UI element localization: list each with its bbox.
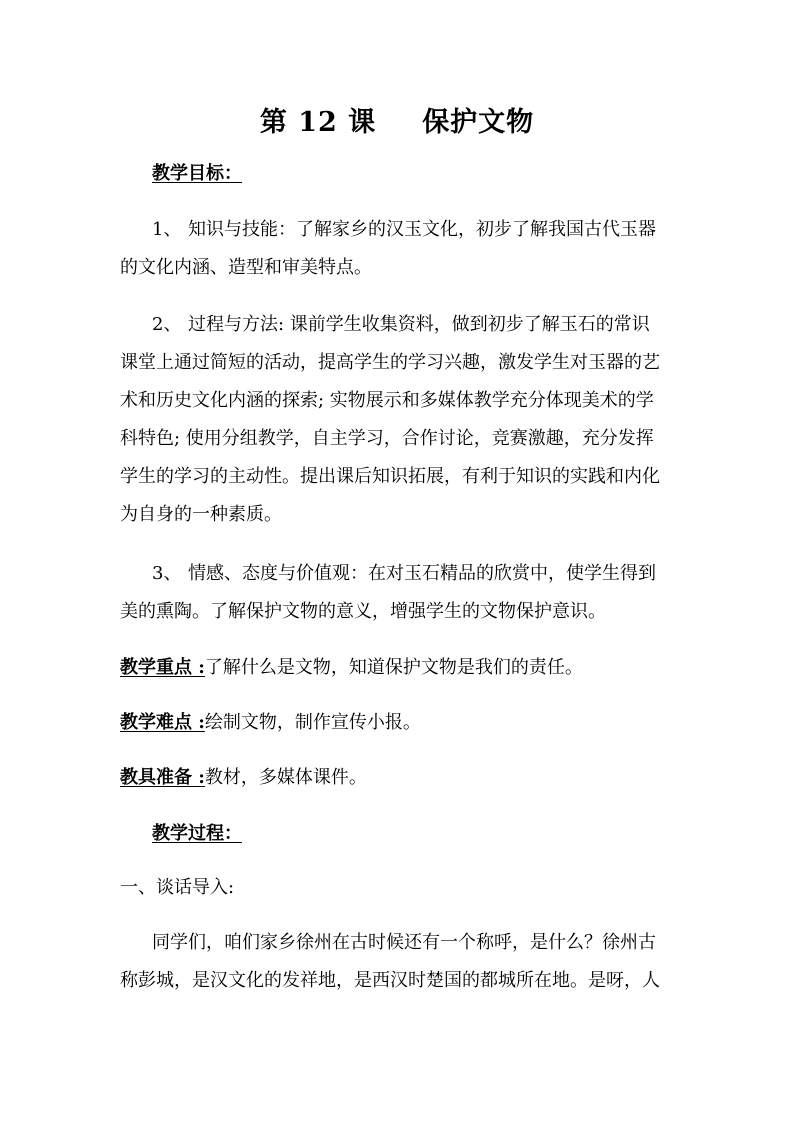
- process-heading: 教学过程：: [152, 823, 242, 844]
- objective-2-line-1: 2、 过程与方法: 课前学生收集资料，做到初步了解玉石的常识: [152, 314, 650, 335]
- objective-2-line-3: 术和历史文化内涵的探索; 实物展示和多媒体教学充分体现美术的学: [120, 390, 654, 411]
- difficulty: [120, 711, 680, 735]
- objective-3-number: 3、: [152, 563, 182, 584]
- difficulty-label: 教学难点 :: [120, 712, 205, 733]
- key-point-text: 了解什么是文物，知道保护文物是我们的责任。: [204, 657, 583, 678]
- key-point-label: 教学重点 :: [120, 657, 205, 678]
- objective-2-line-6: 为自身的一种素质。: [120, 504, 282, 525]
- objective-2-line-2: 课堂上通过简短的活动，提高学生的学习兴趣，激发学生对玉器的艺: [120, 352, 660, 373]
- objective-2-number: 2、: [152, 314, 182, 335]
- difficulty-text: 绘制文物，制作宣传小报。: [204, 712, 421, 733]
- section-1-line-2: 称彭城，是汉文化的发祥地，是西汉时楚国的都城所在地。是呀，人: [120, 970, 660, 991]
- materials-label: 教具准备 :: [120, 767, 205, 788]
- section-1-line-1: 同学们，咱们家乡徐州在古时候还有一个称呼，是什么？徐州古: [152, 932, 656, 953]
- lesson-number: 第 12 课: [259, 107, 377, 138]
- lesson-topic: 保护文物: [422, 107, 535, 138]
- key-point: [120, 656, 680, 680]
- objective-3-line-2: 美的熏陶。了解保护文物的意义，增强学生的文物保护意识。: [120, 601, 606, 622]
- lesson-title: [0, 100, 794, 139]
- objective-2-line-5: 学生的学习的主动性。提出课后知识拓展，有利于知识的实践和内化: [120, 466, 660, 487]
- objective-1-line-1: 1、 知识与技能：了解家乡的汉玉文化，初步了解我国古代玉器: [152, 219, 656, 240]
- section-1-title: 一、谈话导入:: [120, 877, 235, 898]
- objective-1-number: 1、: [152, 219, 182, 240]
- objective-3-line-1: 3、 情感、态度与价值观：在对玉石精品的欣赏中，使学生得到: [152, 563, 656, 584]
- materials: [120, 766, 680, 790]
- materials-text: 教材，多媒体课件。: [204, 767, 367, 788]
- objectives-heading: 教学目标：: [152, 163, 242, 184]
- objective-1-line-2: 的文化内涵、造型和审美特点。: [120, 257, 372, 278]
- objective-2-line-4: 科特色; 使用分组教学，自主学习，合作讨论，竞赛激趣，充分发挥: [120, 428, 654, 449]
